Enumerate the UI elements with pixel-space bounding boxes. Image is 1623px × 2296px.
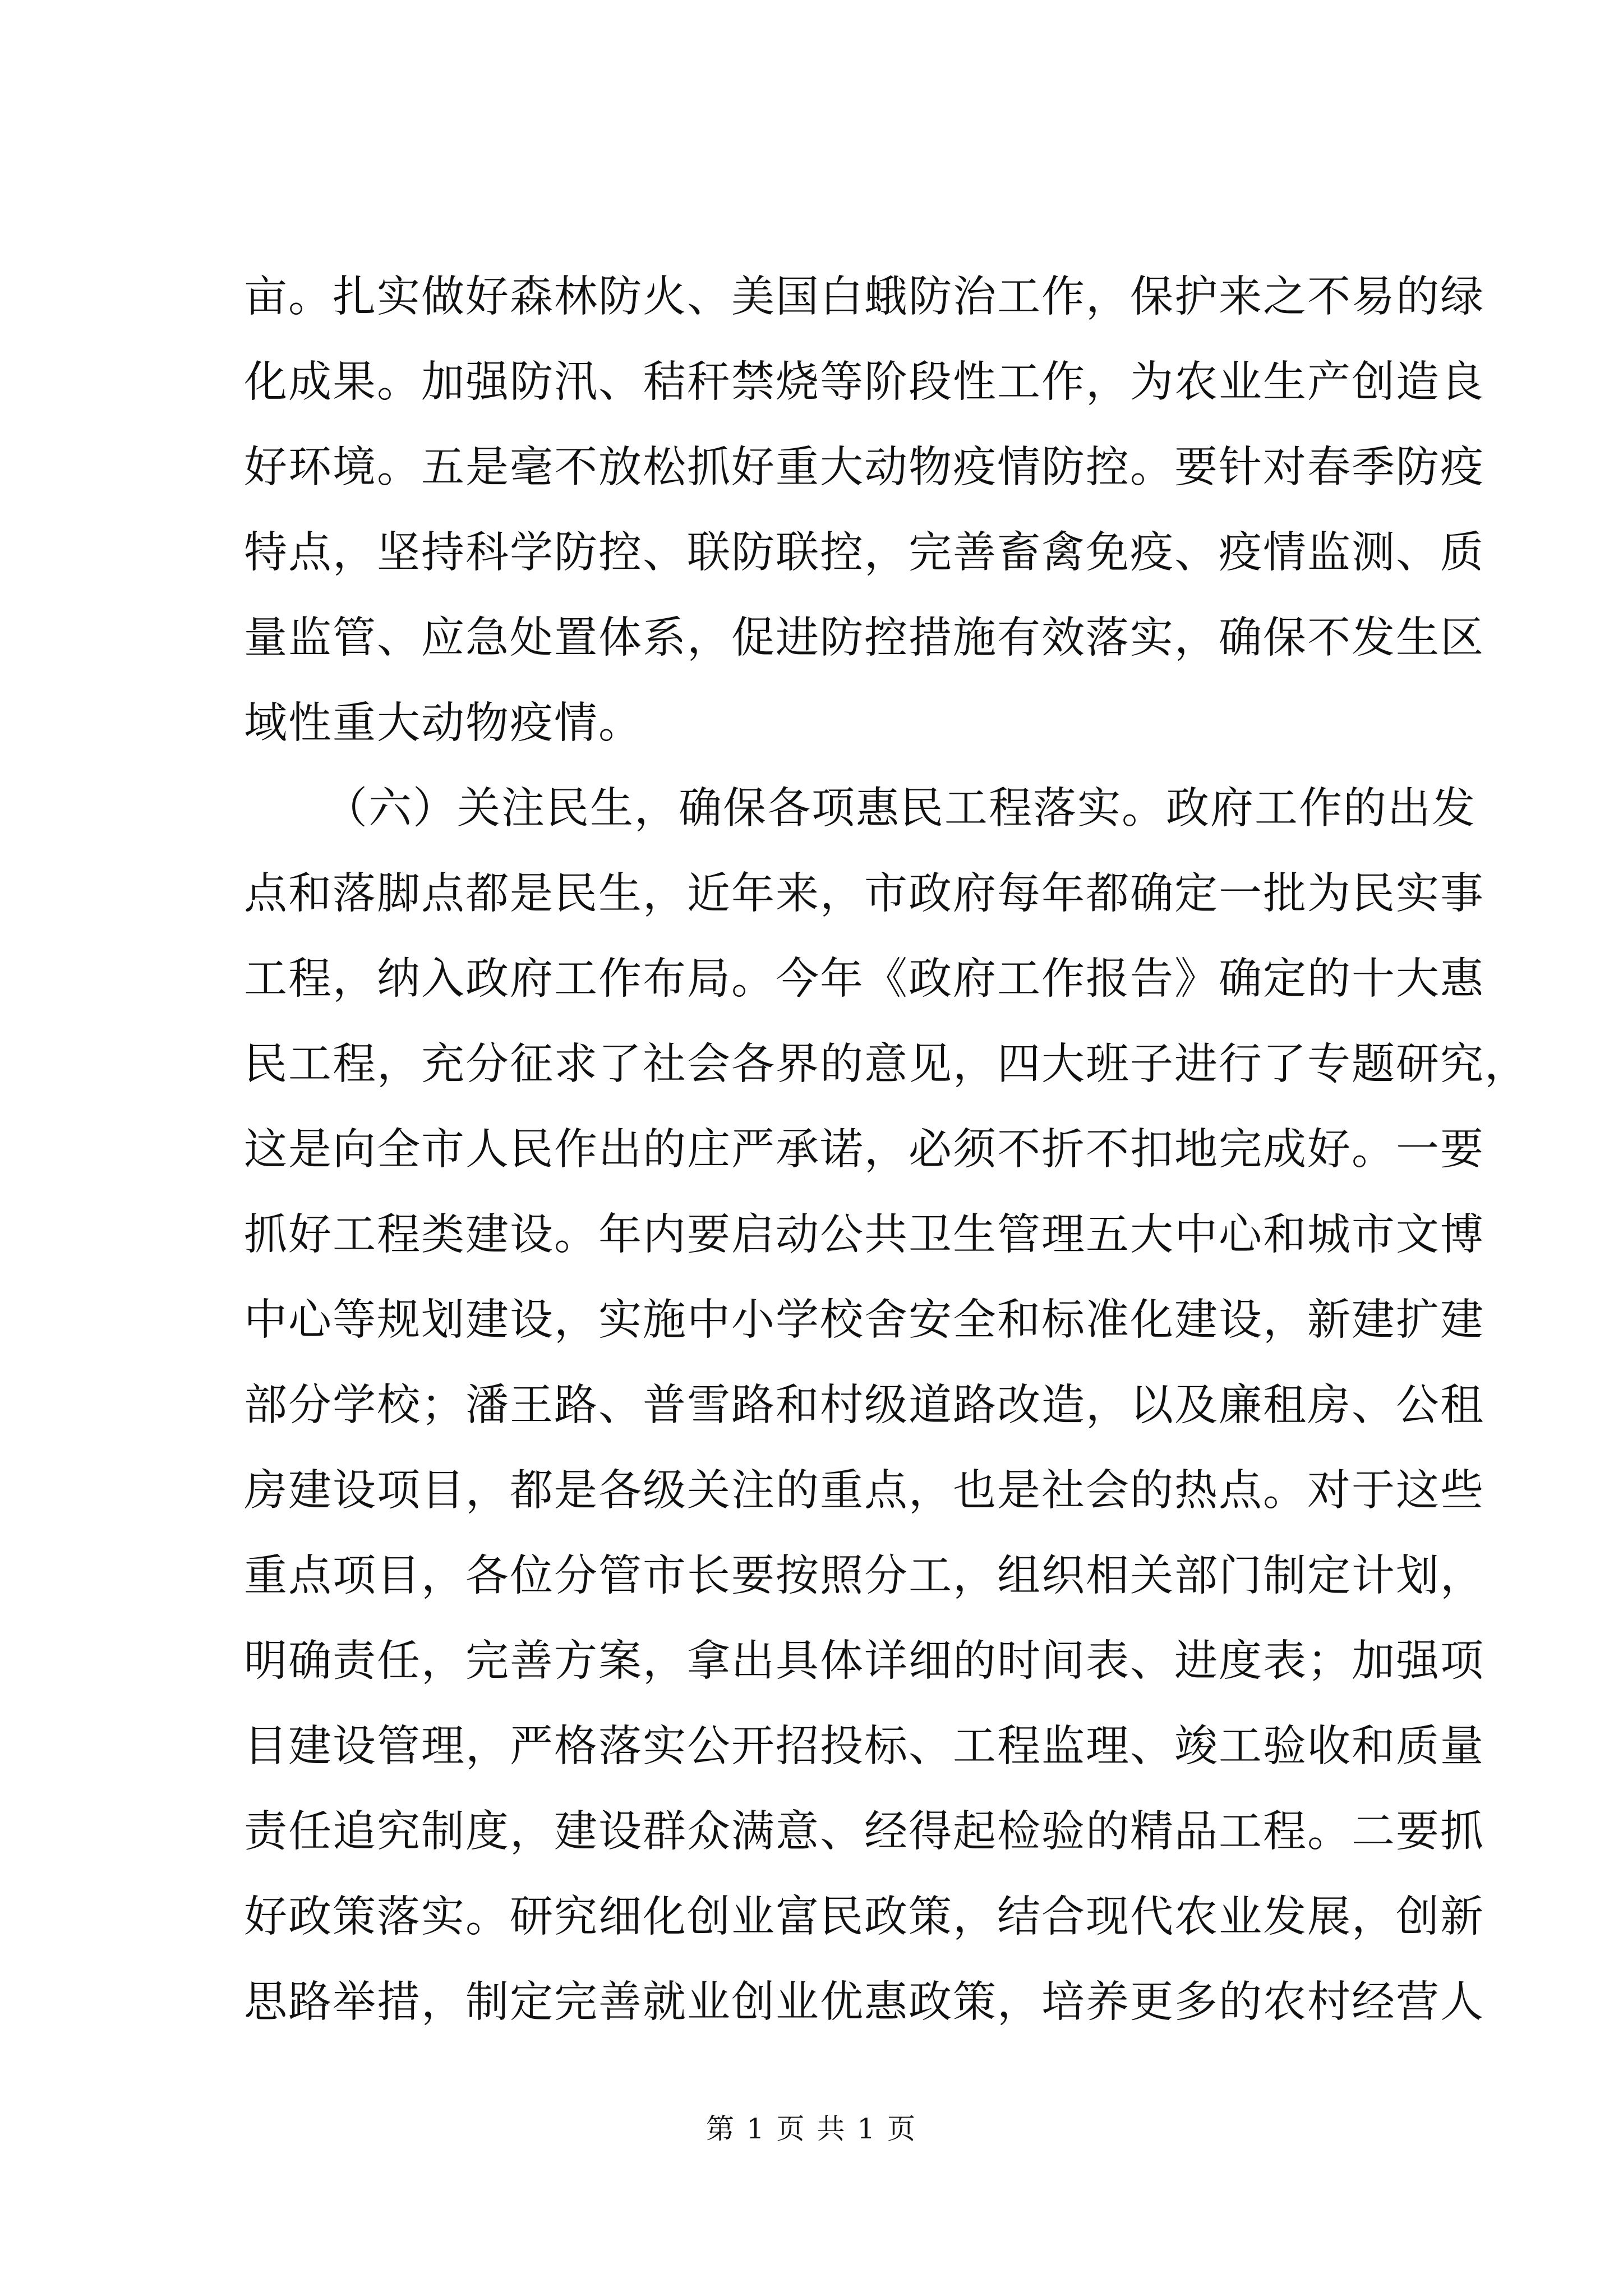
page-footer: 第 1 页 共 1 页 bbox=[706, 2113, 917, 2145]
text-line-2: 化成果。加强防汛、秸秆禁烧等阶段性工作，为农业生产创造良 bbox=[244, 357, 1484, 407]
text-line-17: 明确责任，完善方案，拿出具体详细的时间表、进度表；加强项 bbox=[244, 1636, 1484, 1686]
text-line-6: 域性重大动物疫情。 bbox=[244, 698, 643, 748]
text-line-8: 点和落脚点都是民生，近年来，市政府每年都确定一批为民实事 bbox=[244, 869, 1484, 919]
text-line-16: 重点项目，各位分管市长要按照分工，组织相关部门制定计划， bbox=[244, 1551, 1484, 1601]
text-line-19: 责任追究制度，建设群众满意、经得起检验的精品工程。二要抓 bbox=[244, 1807, 1484, 1857]
text-line-20: 好政策落实。研究细化创业富民政策，结合现代农业发展，创新 bbox=[244, 1892, 1484, 1942]
text-line-4: 特点，坚持科学防控、联防联控，完善畜禽免疫、疫情监测、质 bbox=[244, 528, 1484, 578]
text-line-10: 民工程，充分征求了社会各界的意见，四大班子进行了专题研究， bbox=[244, 1039, 1529, 1089]
text-line-18: 目建设管理，严格落实公开招投标、工程监理、竣工验收和质量 bbox=[244, 1722, 1484, 1772]
text-line-12: 抓好工程类建设。年内要启动公共卫生管理五大中心和城市文博 bbox=[244, 1210, 1484, 1260]
text-line-5: 量监管、应急处置体系，促进防控措施有效落实，确保不发生区 bbox=[244, 613, 1484, 663]
text-line-9: 工程，纳入政府工作布局。今年《政府工作报告》确定的十大惠 bbox=[244, 954, 1484, 1004]
text-line-11: 这是向全市人民作出的庄严承诺，必须不折不扣地完成好。一要 bbox=[244, 1125, 1484, 1175]
text-line-14: 部分学校；潘王路、普雪路和村级道路改造，以及廉租房、公租 bbox=[244, 1381, 1484, 1430]
text-line-1: 亩。扎实做好森林防火、美国白蛾防治工作，保护来之不易的绿 bbox=[244, 272, 1484, 322]
text-line-13: 中心等规划建设，实施中小学校舍安全和标准化建设，新建扩建 bbox=[244, 1295, 1484, 1345]
section-heading-line: （六）关注民生，确保各项惠民工程落实。政府工作的出发 bbox=[324, 784, 1476, 834]
text-line-3: 好环境。五是毫不放松抓好重大动物疫情防控。要针对春季防疫 bbox=[244, 443, 1484, 493]
text-line-15: 房建设项目，都是各级关注的重点，也是社会的热点。对于这些 bbox=[244, 1466, 1484, 1516]
text-line-21: 思路举措，制定完善就业创业优惠政策，培养更多的农村经营人 bbox=[244, 1977, 1484, 2027]
